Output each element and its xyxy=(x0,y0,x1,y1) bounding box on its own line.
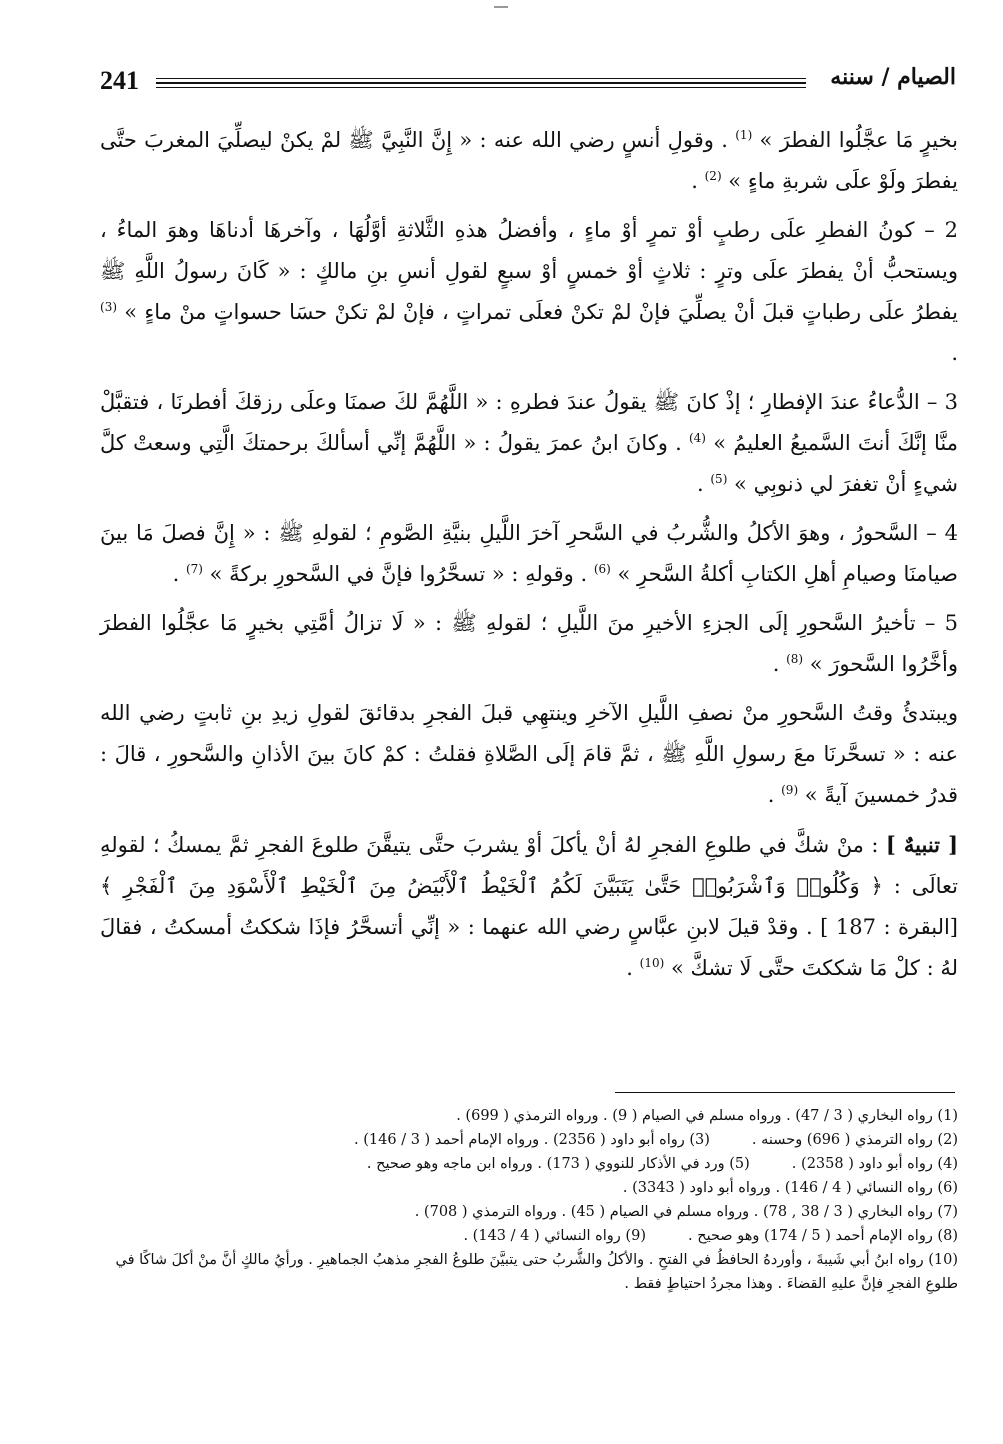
footnote-line xyxy=(100,1200,958,1224)
paragraph-text: 4 – السَّحورُ ، وهوَ الأكلُ والشُّربُ في السَّحرِ آخرَ اللَّيلِ بنيَّةِ الصَّومِ ؛ لقولهِ ﷺ : « إِنَّ فصلَ مَا بينَ صيامنَا وصيامِ أهلِ الكتابِ أكلةُ السَّحرِ » xyxy=(100,521,958,586)
header-rule xyxy=(156,82,806,84)
paragraph-text: 5 – تأخيرُ السَّحورِ إلَى الجزءِ الأخيرِ منَ اللَّيلِ ؛ لقولهِ ﷺ : « لَا تزالُ أمَّتِي بخيرٍ مَا عجَّلُوا الفطرَ وأخَّرُوا السَّحورَ » xyxy=(100,611,958,676)
paragraph-text: . xyxy=(626,956,640,980)
paragraph-text: 3 – الدُّعاءُ عندَ الإفطارِ ؛ إذْ كانَ ﷺ يقولُ عندَ فطرهِ : « اللَّهُمَّ لكَ صمنَا وعلَى رزقكَ أفطرنَا ، فتقبَّلْ منَّا إنَّكَ أنتَ السَّميعُ العليمُ » xyxy=(100,390,958,455)
paragraph-text: . xyxy=(172,562,186,586)
footnote-text: (10) رواه ابنُ أبي شَيبةَ ، وأوردهُ الحافظُ في الفتحِ . والأكلُ والشُّربُ حتى يتبيَّنَ طلوعُ الفجرِ مذهبُ الجماهيرِ . ورأيُ مالكٍ أنَّ منْ أكلَ شاكًا في طلوعِ الفجرِ فإنَّ عليهِ القضاءَ . وهذا مجردُ احتياطٍ فقط . xyxy=(115,1252,958,1292)
footnote-ref[interactable]: (9) xyxy=(781,783,799,797)
notice-label: [ تنبيهٌ ] xyxy=(885,832,959,857)
footnote-ref[interactable]: (5) xyxy=(710,472,728,486)
paragraph-7 xyxy=(100,824,958,989)
footnote-line xyxy=(100,1224,958,1248)
paragraph-text: 2 – كونُ الفطرِ علَى رطبٍ أوْ تمرٍ أوْ ماءٍ ، وأفضلُ هذهِ الثَّلاثةِ أوَّلُهَا ، وآخرهَا أدناهَا وهوَ الماءُ ، ويستحبُّ أنْ يفطرَ علَى وترٍ : ثلاثٍ أوْ خمسٍ أوْ سبعٍ لقولِ أنسِ بنِ مالكٍ : « كَانَ رسولُ اللَّهِ ﷺ يفطرُ علَى رطباتٍ قبلَ أنْ يصلِّيَ فإنْ لمْ تكنْ فعلَى تمراتٍ ، فإنْ لمْ تكنْ حسَا حسواتٍ منْ ماءٍ » xyxy=(100,218,958,324)
paragraph-text: . وكانَ ابنُ عمرَ يقولُ : « اللَّهُمَّ إنِّي أسألكَ برحمتكَ الَّتِي وسعتْ كلَّ شيءٍ أنْ تغفرَ لي ذنوبِي » xyxy=(100,431,958,496)
footnote-text: (1) رواه البخاري ( 3 / 47) . ورواه مسلم في الصيام ( 9) . ورواه الترمذي ( 699) . xyxy=(456,1108,958,1124)
page-number: 241 xyxy=(100,66,139,95)
paragraph-2 xyxy=(100,210,958,374)
paragraph-text: . وقولِ أنسٍ رضي الله عنه : « إِنَّ النَّبِيَّ ﷺ لمْ يكنْ ليصلِّيَ المغربَ حتَّى يفطرَ ولَوْ علَى شربةِ ماءٍ » xyxy=(100,128,958,193)
paragraph-1 xyxy=(100,120,958,202)
footnote-ref[interactable]: (4) xyxy=(688,431,706,445)
footnote-text: (4) رواه أبو داود ( 2358) . xyxy=(791,1156,958,1172)
footnote-ref[interactable]: (2) xyxy=(704,169,722,183)
footnote-text: (6) رواه النسائي ( 4 / 146) . ورواه أبو داود ( 3343) . xyxy=(622,1180,958,1196)
main-text xyxy=(100,120,958,1040)
footnote-text: (3) رواه أبو داود ( 2356) . ورواه الإمام أحمد ( 3 / 146) . xyxy=(354,1132,710,1148)
paragraph-text: ويبتدئُ وقتُ السَّحورِ منْ نصفِ اللَّيلِ الآخرِ وينتهِي قبلَ الفجرِ بدقائقَ لقولِ زيدِ بنِ ثابتٍ رضي الله عنه : « تسحَّرنَا معَ رسولِ اللَّهِ ﷺ ، ثمَّ قامَ إلَى الصَّلاةِ فقلتُ : كمْ كانَ بينَ الأذانِ والسَّحورِ ، قالَ : قدرُ خمسينَ آيةً » xyxy=(100,701,958,807)
footnotes xyxy=(100,1104,958,1349)
header-rule xyxy=(156,78,806,79)
footnote-line xyxy=(100,1152,958,1176)
footnote-text: (5) ورد في الأذكار للنووي ( 173) . ورواه ابن ماجه وهو صحيح . xyxy=(366,1156,750,1172)
paragraph-text: : منْ شكَّ في طلوعِ الفجرِ لهُ أنْ يأكلَ أوْ يشربَ حتَّى يتيقَّنَ طلوعَ الفجرِ ثمَّ يمسكُ ؛ لقولهِ تعالَى : ﴿ وَكُلُوا۟ وَٱشْرَبُوا۟ حَتَّىٰ يَتَبَيَّنَ لَكُمُ ٱلْخَيْطُ ٱلْأَبْيَضُ مِنَ ٱلْخَيْطِ ٱلْأَسْوَدِ مِنَ ٱلْفَجْرِ ﴾ [البقرة : 187 ] . وقدْ قيلَ لابنِ عبَّاسٍ رضي الله عنهما : « إنِّي أتسحَّرُ فإذَا شككتُ أمسكتُ ، فقالَ لهُ : كلْ مَا شككتَ حتَّى لَا تشكَّ » xyxy=(100,833,958,980)
footnote-text: (8) رواه الإمام أحمد ( 5 / 174) وهو صحيح . xyxy=(687,1228,958,1244)
footnote-ref[interactable]: (6) xyxy=(593,562,611,576)
footnote-line xyxy=(100,1176,958,1200)
footnote-text: (7) رواه البخاري ( 3 / 38 , 78) . ورواه مسلم في الصيام ( 45) . ورواه الترمذي ( 708) . xyxy=(414,1204,958,1220)
footnote-ref[interactable]: (8) xyxy=(786,652,804,666)
paragraph-text: بخيرٍ مَا عجَّلُوا الفطرَ » xyxy=(752,128,958,152)
running-title: الصيام / سننه xyxy=(830,64,956,90)
paragraph-text: . xyxy=(767,783,782,807)
footnote-line xyxy=(100,1248,958,1296)
footnote-ref[interactable]: (7) xyxy=(185,562,203,576)
paragraph-text: . xyxy=(951,341,958,365)
footnote-line xyxy=(100,1128,958,1152)
paragraph-text: . وقولهِ : « تسحَّرُوا فإنَّ في السَّحورِ بركةً » xyxy=(202,562,594,586)
footnote-text: (2) رواه الترمذي ( 696) وحسنه . xyxy=(751,1132,958,1148)
paragraph-3 xyxy=(100,382,958,505)
paragraph-text: . xyxy=(691,169,705,193)
header-rule xyxy=(156,87,806,88)
paragraph-5 xyxy=(100,603,958,685)
paragraph-6 xyxy=(100,693,958,816)
footnote-ref[interactable]: (3) xyxy=(100,300,118,314)
footnote-text: (9) رواه النسائي ( 4 / 143) . xyxy=(463,1228,646,1244)
footnote-ref[interactable]: (1) xyxy=(735,128,753,142)
paragraph-text: . xyxy=(772,652,787,676)
paragraph-4 xyxy=(100,513,958,595)
footnote-separator xyxy=(615,1092,955,1093)
scan-mark xyxy=(494,6,508,8)
paragraph-text: . xyxy=(697,472,711,496)
footnote-line xyxy=(100,1104,958,1128)
footnote-ref[interactable]: (10) xyxy=(639,956,665,970)
page-header xyxy=(100,64,956,104)
